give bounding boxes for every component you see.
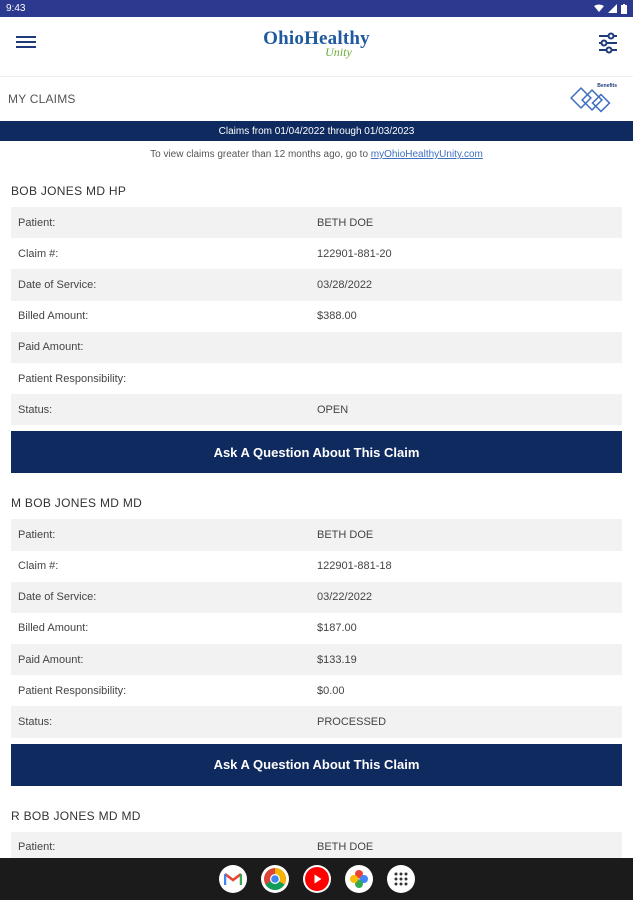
date-of-service-value: 03/22/2022 (317, 591, 373, 604)
table-row (11, 301, 622, 332)
table-row (11, 394, 622, 425)
table-row (11, 644, 622, 675)
claim-number-value: 122901-881-18 (317, 560, 392, 573)
status-value: PROCESSED (317, 716, 387, 729)
app-header (0, 17, 633, 77)
notice-text: To view claims greater than 12 months ago, go to (150, 149, 369, 160)
status-label: Status: (18, 716, 53, 729)
status-time: 9:43 (6, 3, 26, 14)
patient-responsibility-label: Patient Responsibility: (18, 684, 127, 697)
claim-card (11, 804, 622, 863)
myohiohealthyunity-link[interactable]: myOhioHealthyUnity.com (370, 149, 483, 160)
provider-name: BOB JONES MD HP (11, 184, 127, 198)
table-row (11, 613, 622, 644)
table-row (11, 519, 622, 550)
provider-name: M BOB JONES MD MD (11, 496, 143, 511)
android-nav-bar (0, 858, 633, 900)
table-row (11, 269, 622, 300)
patient-label: Patient: (18, 528, 56, 541)
patient-value: BETH DOE (317, 841, 374, 854)
filter-sliders-icon[interactable] (597, 31, 619, 55)
claims-list (0, 179, 633, 881)
date-of-service-label: Date of Service: (18, 591, 97, 604)
billed-amount-value: $187.00 (317, 622, 357, 635)
paid-amount-value: $133.19 (317, 653, 357, 666)
history-notice (0, 149, 633, 160)
status-value: OPEN (317, 403, 349, 416)
gmail-icon[interactable] (219, 865, 247, 893)
claim-number-label: Claim #: (18, 247, 59, 260)
date-of-service-label: Date of Service: (18, 278, 97, 291)
table-row (11, 706, 622, 737)
status-bar (0, 0, 633, 17)
benefits-label: Benefits (597, 83, 617, 89)
claim-details (11, 519, 622, 737)
signal-icon (608, 4, 617, 13)
claim-details (11, 207, 622, 425)
logo-sub-text: Unity (325, 44, 352, 59)
patient-responsibility-value: $0.00 (317, 684, 345, 697)
ask-question-button[interactable]: Ask A Question About This Claim (11, 431, 622, 473)
date-of-service-value: 03/28/2022 (317, 278, 373, 291)
chrome-icon[interactable] (261, 865, 289, 893)
page-bar (0, 77, 633, 120)
table-row (11, 207, 622, 238)
status-label: Status: (18, 403, 53, 416)
menu-icon[interactable] (16, 33, 36, 51)
youtube-icon[interactable] (303, 865, 331, 893)
table-row (11, 363, 622, 394)
wifi-icon (594, 4, 604, 13)
table-row (11, 675, 622, 706)
ask-question-button[interactable]: Ask A Question About This Claim (11, 744, 622, 786)
claim-number-label: Claim #: (18, 560, 59, 573)
patient-value: BETH DOE (317, 216, 374, 229)
paid-amount-label: Paid Amount: (18, 341, 84, 354)
claim-card (11, 491, 622, 785)
logo-main-text: OhioHealthy (263, 27, 370, 49)
billed-amount-value: $388.00 (317, 310, 357, 323)
patient-label: Patient: (18, 216, 56, 229)
page-title: MY CLAIMS (8, 91, 76, 106)
battery-icon (621, 4, 627, 14)
patient-label: Patient: (18, 841, 56, 854)
billed-amount-label: Billed Amount: (18, 310, 89, 323)
table-row (11, 332, 622, 363)
photos-icon[interactable] (345, 865, 373, 893)
claim-number-value: 122901-881-20 (317, 247, 392, 260)
paid-amount-label: Paid Amount: (18, 653, 84, 666)
claims-date-range: Claims from 01/04/2022 through 01/03/2023 (0, 121, 633, 141)
claim-card (11, 179, 622, 473)
patient-value: BETH DOE (317, 528, 374, 541)
provider-name: R BOB JONES MD MD (11, 808, 141, 823)
billed-amount-label: Billed Amount: (18, 622, 89, 635)
patient-responsibility-label: Patient Responsibility: (18, 372, 127, 385)
table-row (11, 582, 622, 613)
apps-icon[interactable] (387, 865, 415, 893)
ohiohealthy-logo (263, 28, 370, 60)
system-icons (594, 4, 627, 14)
table-row (11, 238, 622, 269)
table-row (11, 551, 622, 582)
